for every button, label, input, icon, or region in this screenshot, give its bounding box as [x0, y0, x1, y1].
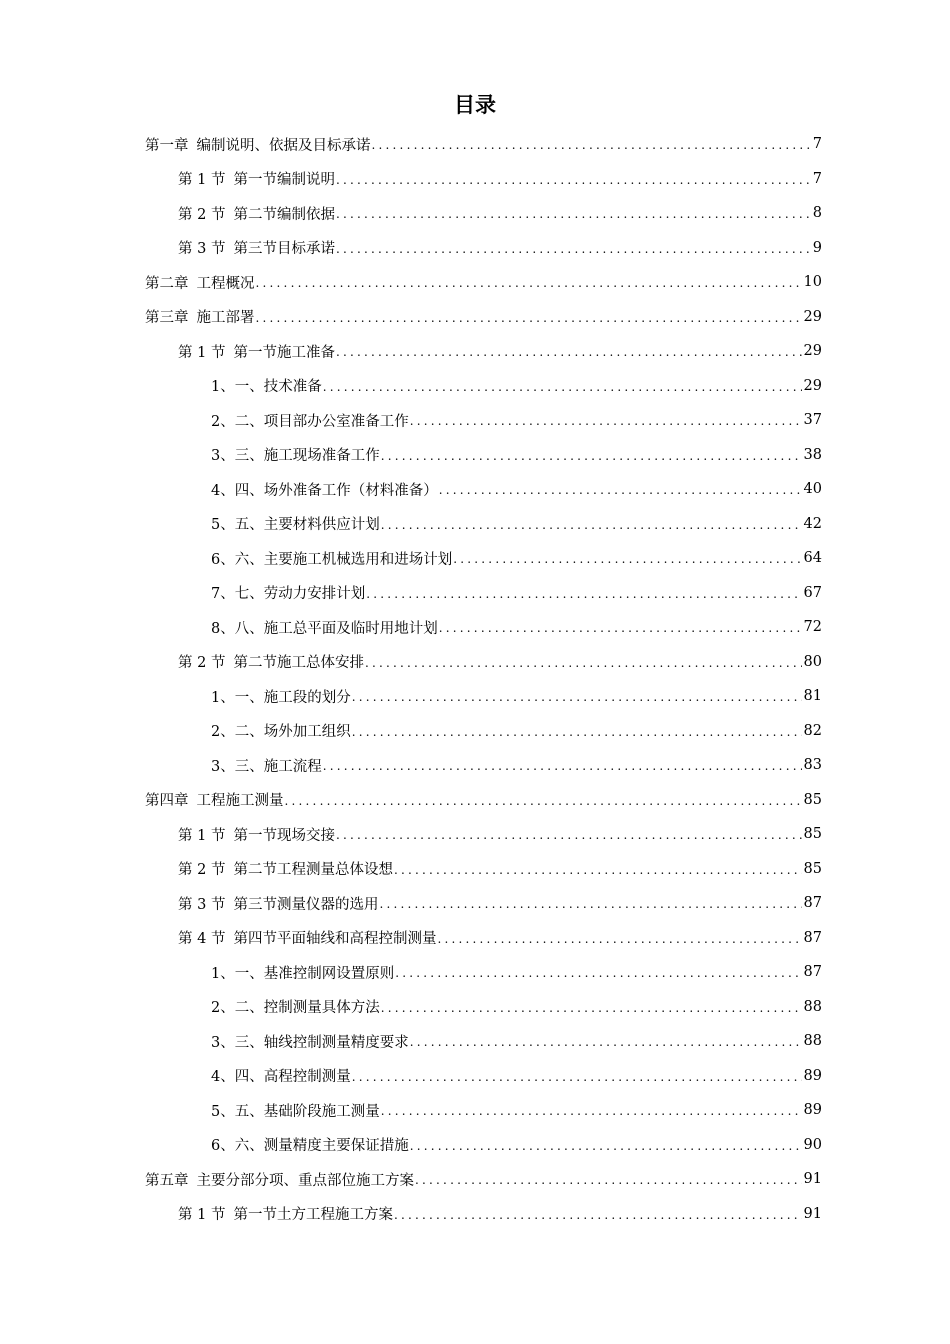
toc-entry-text: 四、高程控制测量 — [234, 1069, 351, 1086]
toc-dot-leader — [352, 690, 802, 704]
toc-entry[interactable] — [145, 334, 822, 369]
toc-entry[interactable] — [145, 679, 822, 714]
toc-entry-text: 六、主要施工机械选用和进场计划 — [234, 551, 453, 568]
toc-entry-text: 第一节土方工程施工方案 — [233, 1207, 393, 1224]
toc-entry[interactable] — [145, 231, 822, 266]
toc-entry-page-number: 29 — [803, 308, 822, 325]
toc-entry[interactable] — [145, 610, 822, 645]
toc-entry[interactable] — [145, 748, 822, 783]
toc-entry-text: 第一节编制说明 — [233, 172, 335, 189]
toc-entry[interactable] — [145, 369, 822, 404]
toc-entry[interactable] — [145, 1128, 822, 1163]
toc-entry-number: 1、 — [211, 379, 235, 396]
toc-entry-text: 三、轴线控制测量精度要求 — [234, 1034, 409, 1051]
toc-entry[interactable] — [145, 403, 822, 438]
toc-entry-number: 1、 — [211, 965, 235, 982]
toc-dot-leader — [352, 725, 802, 739]
toc-entry-text: 第一节施工准备 — [233, 344, 335, 361]
toc-entry-text: 五、主要材料供应计划 — [234, 517, 380, 534]
toc-dot-leader — [439, 483, 802, 497]
toc-entry-page-number: 87 — [803, 964, 822, 981]
toc-entry-number: 5、 — [211, 1103, 235, 1120]
toc-entry-text: 六、测量精度主要保证措施 — [234, 1138, 409, 1155]
toc-entry-number: 第五章 — [145, 1172, 189, 1189]
toc-entry-text: 第二节编制依据 — [233, 206, 335, 223]
toc-entry-number: 7、 — [211, 586, 235, 603]
toc-entry-text: 第三节目标承诺 — [233, 241, 335, 258]
toc-entry-page-number: 9 — [812, 239, 822, 256]
toc-entry[interactable] — [145, 1024, 822, 1059]
toc-entry-page-number: 42 — [803, 515, 822, 532]
toc-entry[interactable] — [145, 576, 822, 611]
toc-entry-page-number: 80 — [803, 653, 822, 670]
toc-entry-text: 四、场外准备工作（材料准备） — [234, 482, 438, 499]
toc-entry[interactable] — [145, 817, 822, 852]
toc-entry-page-number: 85 — [803, 826, 822, 843]
toc-dot-leader — [394, 863, 802, 877]
toc-entry-page-number: 88 — [803, 1033, 822, 1050]
toc-entry-text: 二、场外加工组织 — [234, 724, 351, 741]
toc-dot-leader — [410, 414, 802, 428]
toc-entry[interactable] — [145, 472, 822, 507]
toc-dot-leader — [336, 242, 811, 256]
toc-entry[interactable] — [145, 438, 822, 473]
toc-dot-leader — [395, 966, 801, 980]
toc-entry-number: 第 4 节 — [178, 931, 226, 948]
toc-entry-page-number: 72 — [803, 619, 822, 636]
toc-entry-text: 二、控制测量具体方法 — [234, 1000, 380, 1017]
toc-dot-leader — [381, 518, 802, 532]
toc-entry[interactable] — [145, 990, 822, 1025]
toc-entry[interactable] — [145, 1162, 822, 1197]
toc-entry-number: 第一章 — [145, 137, 189, 154]
toc-entry-text: 施工部署 — [196, 310, 255, 327]
toc-entry[interactable] — [145, 1197, 822, 1232]
toc-entry-page-number: 83 — [803, 757, 822, 774]
toc-dot-leader — [323, 759, 802, 773]
toc-entry[interactable] — [145, 300, 822, 335]
toc-entry-text: 第三节测量仪器的选用 — [233, 896, 379, 913]
toc-dot-leader — [336, 345, 802, 359]
toc-entry-text: 七、劳动力安排计划 — [234, 586, 366, 603]
toc-entry-page-number: 40 — [803, 481, 822, 498]
toc-dot-leader — [379, 897, 801, 911]
toc-dot-leader — [336, 173, 811, 187]
toc-entry-number: 第 1 节 — [178, 827, 226, 844]
toc-entry-number: 第 3 节 — [178, 896, 226, 913]
toc-entry-page-number: 89 — [803, 1102, 822, 1119]
toc-entry[interactable] — [145, 955, 822, 990]
toc-dot-leader — [410, 1139, 802, 1153]
table-of-contents — [145, 127, 822, 1231]
toc-entry[interactable] — [145, 127, 822, 162]
toc-entry-text: 三、施工流程 — [234, 758, 322, 775]
toc-entry-text: 一、施工段的划分 — [234, 689, 351, 706]
toc-dot-leader — [256, 276, 802, 290]
toc-entry[interactable] — [145, 783, 822, 818]
toc-entry[interactable] — [145, 507, 822, 542]
toc-entry[interactable] — [145, 852, 822, 887]
toc-dot-leader — [256, 311, 802, 325]
toc-dot-leader — [336, 828, 802, 842]
toc-entry-page-number: 10 — [803, 274, 822, 291]
toc-entry-number: 第 2 节 — [178, 862, 226, 879]
toc-entry-number: 3、 — [211, 1034, 235, 1051]
toc-entry-text: 工程概况 — [196, 275, 255, 292]
toc-entry-page-number: 88 — [803, 998, 822, 1015]
toc-entry-page-number: 67 — [803, 584, 822, 601]
toc-entry[interactable] — [145, 1093, 822, 1128]
toc-entry-page-number: 7 — [812, 170, 822, 187]
toc-dot-leader — [285, 794, 802, 808]
toc-entry-page-number: 29 — [803, 377, 822, 394]
toc-entry-number: 5、 — [211, 517, 235, 534]
toc-entry-text: 五、基础阶段施工测量 — [234, 1103, 380, 1120]
toc-entry-number: 2、 — [211, 413, 235, 430]
toc-dot-leader — [394, 1208, 802, 1222]
toc-entry-page-number: 64 — [803, 550, 822, 567]
toc-entry-number: 6、 — [211, 551, 235, 568]
toc-entry[interactable] — [145, 541, 822, 576]
toc-entry-text: 三、施工现场准备工作 — [234, 448, 380, 465]
toc-dot-leader — [381, 1001, 802, 1015]
toc-entry-number: 第 2 节 — [178, 206, 226, 223]
toc-entry[interactable] — [145, 196, 822, 231]
toc-entry-text: 一、基准控制网设置原则 — [234, 965, 395, 982]
toc-entry[interactable] — [145, 1059, 822, 1094]
toc-dot-leader — [453, 552, 801, 566]
toc-entry[interactable] — [145, 714, 822, 749]
toc-entry-number: 第四章 — [145, 793, 189, 810]
toc-dot-leader — [365, 656, 802, 670]
toc-entry-page-number: 89 — [803, 1067, 822, 1084]
toc-entry-number: 4、 — [211, 482, 235, 499]
toc-entry-number: 第 1 节 — [178, 1207, 226, 1224]
toc-dot-leader — [381, 449, 802, 463]
toc-entry-page-number: 37 — [803, 412, 822, 429]
toc-entry-number: 1、 — [211, 689, 235, 706]
toc-entry-text: 第四节平面轴线和高程控制测量 — [233, 931, 437, 948]
toc-entry-text: 主要分部分项、重点部位施工方案 — [196, 1172, 414, 1189]
toc-dot-leader — [410, 1035, 802, 1049]
toc-dot-leader — [352, 1070, 802, 1084]
toc-entry[interactable] — [145, 921, 822, 956]
toc-entry-page-number: 85 — [803, 860, 822, 877]
toc-dot-leader — [439, 621, 802, 635]
toc-entry-page-number: 7 — [812, 136, 822, 153]
toc-dot-leader — [415, 1173, 802, 1187]
toc-entry-number: 6、 — [211, 1138, 235, 1155]
toc-entry-page-number: 91 — [803, 1171, 822, 1188]
toc-entry-text: 八、施工总平面及临时用地计划 — [234, 620, 438, 637]
toc-entry-page-number: 81 — [803, 688, 822, 705]
toc-entry-text: 第二节工程测量总体设想 — [233, 862, 393, 879]
toc-entry-page-number: 87 — [803, 895, 822, 912]
toc-dot-leader — [336, 207, 811, 221]
toc-entry-number: 第二章 — [145, 275, 189, 292]
toc-entry-text: 第二节施工总体安排 — [233, 655, 364, 672]
toc-entry[interactable] — [145, 265, 822, 300]
toc-entry-page-number: 38 — [803, 446, 822, 463]
toc-entry-number: 第 1 节 — [178, 344, 226, 361]
toc-entry[interactable] — [145, 886, 822, 921]
toc-entry-page-number: 29 — [803, 343, 822, 360]
toc-entry-text: 编制说明、依据及目标承诺 — [196, 137, 371, 154]
toc-entry-page-number: 8 — [812, 205, 822, 222]
toc-entry-number: 8、 — [211, 620, 235, 637]
toc-entry-page-number: 82 — [803, 722, 822, 739]
toc-entry-number: 第 3 节 — [178, 241, 226, 258]
toc-entry-number: 2、 — [211, 1000, 235, 1017]
toc-entry-number: 2、 — [211, 724, 235, 741]
toc-entry[interactable] — [145, 162, 822, 197]
toc-entry-text: 二、项目部办公室准备工作 — [234, 413, 409, 430]
toc-entry-number: 第三章 — [145, 310, 189, 327]
toc-entry-number: 4、 — [211, 1069, 235, 1086]
toc-entry-number: 第 1 节 — [178, 172, 226, 189]
toc-dot-leader — [372, 138, 811, 152]
toc-dot-leader — [323, 380, 802, 394]
toc-entry-page-number: 90 — [803, 1136, 822, 1153]
toc-entry-number: 第 2 节 — [178, 655, 226, 672]
toc-entry-text: 一、技术准备 — [234, 379, 322, 396]
toc-entry-number: 3、 — [211, 448, 235, 465]
toc-entry-text: 工程施工测量 — [196, 793, 284, 810]
toc-entry-page-number: 91 — [803, 1205, 822, 1222]
toc-entry-text: 第一节现场交接 — [233, 827, 335, 844]
toc-dot-leader — [366, 587, 801, 601]
toc-entry-page-number: 87 — [803, 929, 822, 946]
toc-dot-leader — [381, 1104, 802, 1118]
toc-title: 目录 — [454, 93, 496, 117]
toc-entry[interactable] — [145, 645, 822, 680]
toc-entry-page-number: 85 — [803, 791, 822, 808]
toc-entry-number: 3、 — [211, 758, 235, 775]
toc-dot-leader — [437, 932, 801, 946]
